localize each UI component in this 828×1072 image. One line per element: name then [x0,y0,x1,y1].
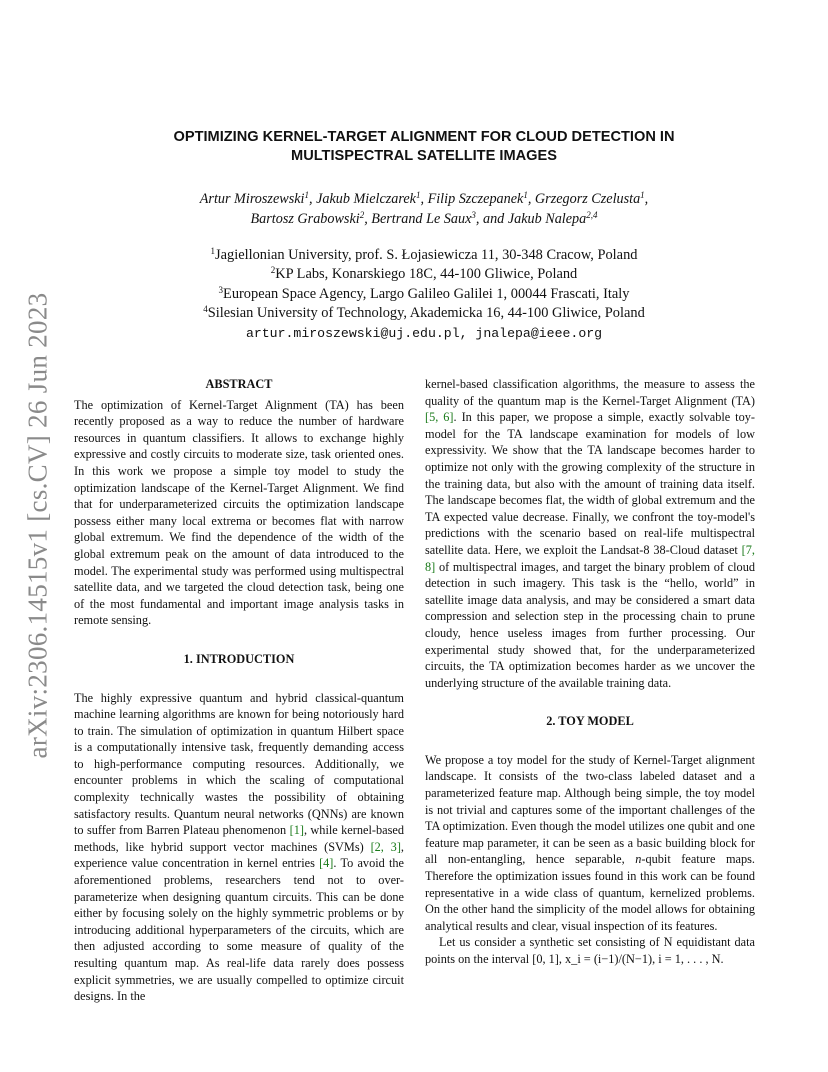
citation-link[interactable]: [1] [289,823,304,838]
toy-model-text: We propose a toy model for the study of Kernel-Target alignment landscape. It consists of the two-class labeled dataset and a parameterized feature map. Although being simple, the toy model is not trivial and captures some of the important challenges of the TA optimization. Even though the model utilizes one qubit and one feature map parameter, it can be seen as a basic building block for all non-entangling, hence separable, n-qubit feature maps. Therefore the optimization issues found in this work can be found representative in a wide class of quantum, kernelized problems. On the other hand the simplicity of the model allows for obtaining analytical results and clear, visual inspection of its features. [425,752,755,933]
author-name: Artur Miroszewski [199,191,305,207]
author-name: Jakub Mielczarek [316,191,416,207]
arxiv-stamp-text: arXiv:2306.14515v1 [cs.CV] 26 Jun 2023 [22,292,53,758]
citation-link[interactable]: [2, 3] [370,839,401,854]
title-line-2: MULTISPECTRAL SATELLITE IMAGES [291,148,557,164]
introduction-text: The highly expressive quantum and hybrid classical-quantum machine learning algorithms are known for being notoriously hard to train. The simulation of optimization in quantum Hilbert space is a computationally intensive task, frequently demanding access to high-performance computing resources. Additionally, we encounter problems in which the scaling of computational complexity technically wastes the possibility of obtaining satisfactory results. Quantum neural networks (QNNs) are known to suffer from Barren Plateau phenomenon [1], while kernel-based methods, like hybrid support vector machines (SVMs) [2, 3], experience value concentration in kernel entries [4]. To avoid the aforementioned problems, researchers tend not to over-parameterize when designing quantum circuits. This can be done either by focusing solely on the highly symmetric problems or by introducing additional hyperparameters of the circuits, which are then adjusted according to some measure of quality of the resulting quantum map. As real-life data rarely does possess explicit symmetries, we are usually compelled to optimize circuit designs. In the [74,690,404,1004]
author-affil-sup: 2 [359,210,365,220]
author-affil-sup: 2,4 [586,210,598,220]
author-name: Grzegorz Czelusta [534,191,641,207]
abstract-heading: ABSTRACT [205,377,273,391]
author-emails[interactable]: artur.miroszewski@uj.edu.pl, jnalepa@ieee.org [245,325,603,341]
author-affil-sup: 1 [640,190,645,200]
introduction-heading: 1. INTRODUCTION [183,651,295,666]
introduction-text-continued: . To avoid the aforementioned problems, researchers tend not to over-parameterize when designing quantum circuits. This can be done either by focusing solely on the highly symmetric problems or by introducing additional hyperparameters of the circuits, which are then adjusted according to some measure of quality of the resulting quantum map. As real-life data rarely does possess explicit symmetries, we are usually compelled to optimize circuit designs. In the [74,856,404,1004]
left-column [74,376,404,1005]
author-affil-sup: 1 [415,190,421,200]
title-line-1: OPTIMIZING KERNEL-TARGET ALIGNMENT FOR CLOUD DETECTION IN [173,129,675,145]
author-affil-sup: 1 [304,190,309,200]
citation-link[interactable]: [4] [319,856,334,871]
affiliation-line: $^1$Jagiellonian University, prof. S. Łojasiewicza 11, 30-348 Cracow, Poland [210,246,638,263]
paper-title [100,128,748,166]
toy-model-heading: 2. TOY MODEL [546,714,634,729]
affiliation-line: $^3$European Space Agency, Largo Galileo Galilei 1, 00044 Frascati, Italy [218,284,630,302]
author-affil-sup: 1 [523,190,528,200]
affiliation-line: $^2$KP Labs, Konarskiego 18C, 44-100 Gliwice, Poland [270,265,578,283]
affiliations [100,246,748,343]
abstract-text: The optimization of Kernel-Target Alignment (TA) has been recently proposed as a way to reduce the number of hardware resources in quantum classifiers. It allows to exchange highly expressive and costly circuits to moderate size, task oriented ones. In this work we propose a simple toy model to study the optimization landscape of the Kernel-Target Alignment. We find that for underparameterized circuits the optimization landscape possess either many local extrema or becomes flat with narrow global extremum. We find the dependence of the width of the global extremum peak on the amount of data introduced to the model. The experimental study was performed using multispectral satellite data, and we targeted the cloud detection task, being one of the most fundamental and important image analysis tasks in remote sensing. [74,397,404,628]
author-name: Bartosz Grabowski [250,211,360,227]
author-name: Bertrand Le Saux [371,211,472,227]
right-column [425,376,755,968]
introduction-text-right: kernel-based classification algorithms, the measure to assess the quality of the quantum map is the Kernel-Target Alignment (TA) [5, 6]. In this paper, we propose a simple, exactly solvable toy-model for the TA landscape examination for models of low expressivity. We show that the TA landscape becomes harder to optimize not only with the growing complexity of the structure in the training data, but also with the amount of training data itself. The landscape becomes flat, the width of global extremum and the TA expected value decrease. Finally, we confront the toy-model's predictions with the scenario based on real-life multispectral satellite data. Here, we exploit the Landsat-8 38-Cloud dataset [7, 8] of multispectral images, and target the binary problem of cloud detection in such imagery. This task is the “hello, world” in satellite image data analysis, and may be considered a smart data compression and selection step in the processing chain to prune cloudy, hence useless images from further processing. Our experimental study showed that, for the underparameterized circuits, the TA optimization becomes harder as we uncover the underlying structure of the available training data. [425,377,755,690]
arxiv-stamp [20,290,56,760]
author-affil-sup: 3 [471,210,476,220]
author-list: Artur Miroszewski$^1$, Jakub Mielczarek$^1$, Filip Szczepanek$^1$, Grzegorz Czelusta$^1$, Bartosz Grabowski$^2$, Bertrand Le Saux$^3$, and Jakub Nalepa$^{2,4}$ [199,190,649,227]
introduction-text-lead: kernel-based classification algorithms, the measure to assess the quality of the quantum map is the Kernel-Target Alignment (TA) [425,377,755,408]
author-name: and Jakub Nalepa [482,211,587,227]
affiliation-line: $^4$Silesian University of Technology, Akademicka 16, 44-100 Gliwice, Poland [203,304,645,322]
citation-link[interactable]: [5, 6] [425,410,454,425]
citation-link[interactable]: [7, 8] [425,542,755,574]
author-name: Filip Szczepanek [427,191,524,207]
toy-model-text-2: Let us consider a synthetic set consisting of N equidistant data points on the interval [0, 1], x_i = (i−1)/(N−1), i = 1, . . . , N. [425,935,755,966]
